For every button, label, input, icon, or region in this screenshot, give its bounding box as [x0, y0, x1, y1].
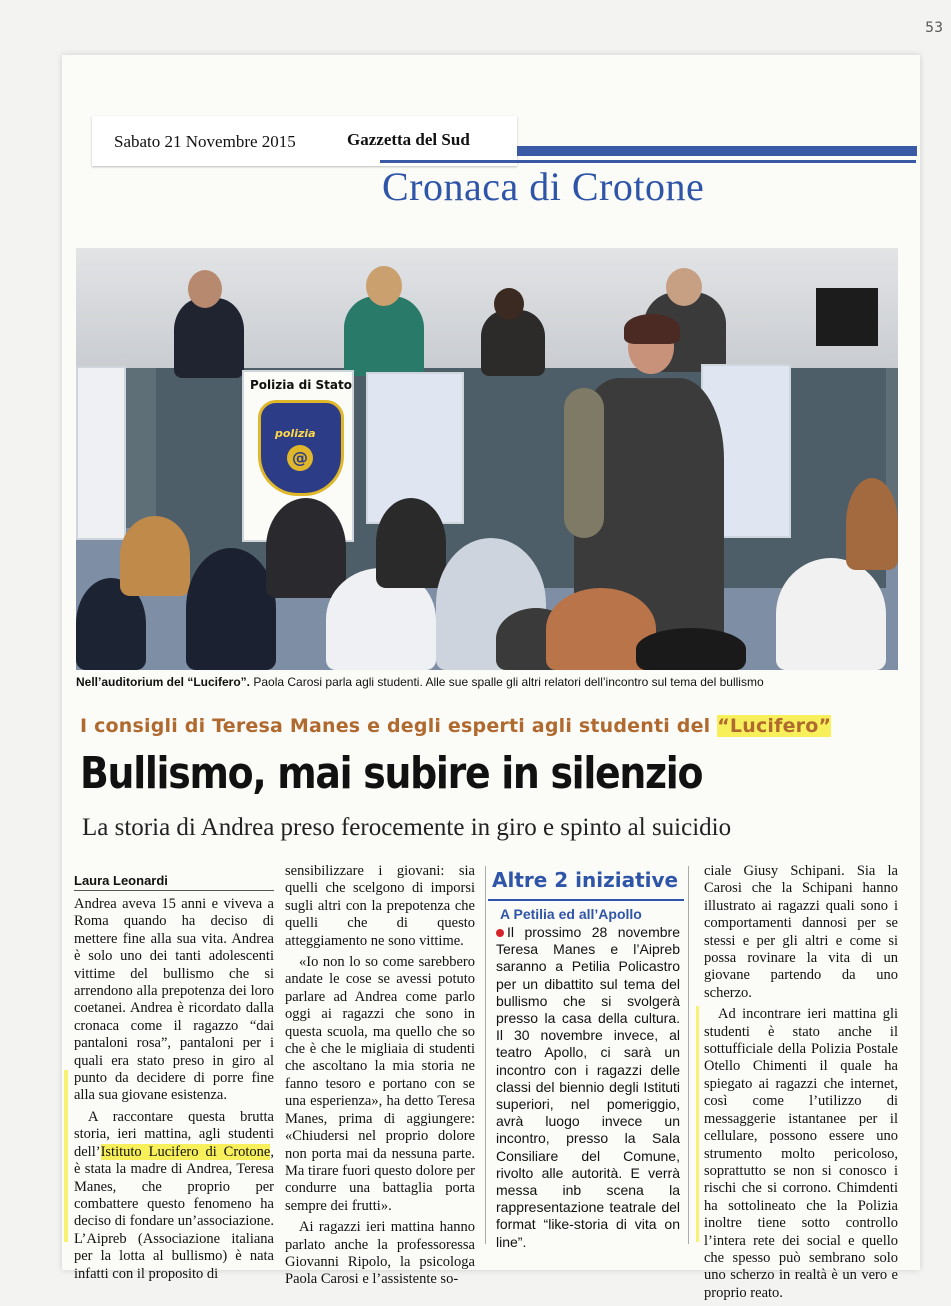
sidebar-subtitle: A Petilia ed all’Apollo — [500, 906, 642, 922]
newspaper-name: Gazzetta del Sud — [347, 130, 470, 149]
page-number-mark: 53 — [925, 20, 943, 36]
paragraph: sensibilizzare i giovani: sia quelli che scelgono di imporsi sugli altri con la prepotenza che quelli che di questo atteggiamento ne sono vittime. — [285, 863, 475, 949]
kicker-highlight: “Lucifero” — [717, 715, 832, 737]
paragraph: Ad incontrare ieri mattina gli studenti è stato anche il sottufficiale della Polizia Postale Otello Chimenti il quale ha spiegato ai ragazzi che internet, così come l’utilizzo di messaggerie istantanee per il cellulare, possono essere uno strumento molto pericoloso, soprattutto se non si conosco i rischi che si corrono. Chimdenti ha sottolineato che la Polizia inoltre tiene sotto controllo l’intera rete dei social e quello che spesso può sembrano solo uno scherzo in realtà è un vero e proprio reato. — [704, 1006, 898, 1301]
article-column-1 — [74, 896, 274, 1287]
article-column-4 — [704, 863, 898, 1306]
sidebar-text-block — [496, 924, 680, 1255]
polizia-badge-icon: polizia @ — [258, 400, 344, 496]
paragraph: Il prossimo 28 novembre Teresa Manes e l’Aipreb saranno a Petilia Policastro per un dibattito sul tema del bullismo che si svolgerà presso la casa della cultura. Il 30 novembre invece, al teatro Apollo, ci sarà un incontro con i ragazzi delle classi del biennio degli Istituti superiori, nel pomeriggio, avrà luogo invece un incontro, presso la Sala Consiliare del Comune, rivolto alle autorità. E verrà messa inb scena la rappresentazione teatrale del format “like-storia di vita on line”. — [496, 924, 680, 1250]
section-rule-thick — [517, 146, 917, 156]
paragraph: «Io non lo so come sarebbero andate le cose se avessi potuto parlare ad Andrea come parlo oggi ai ragazzi che sono in questa scuola, ma quello che so che è che le migliaia di studenti che ascoltano la mia storia ne fanno tesoro e portano con se una esperienza», ha detto Teresa Manes, prima di aggiungere: «Chiudersi nel proprio dolore non porta mai da nessuna parte. Ma tirare fuori questo dolore per condurre una battaglia porta sempre dei frutti». — [285, 954, 475, 1214]
banner-label: Polizia di Stato — [250, 378, 352, 392]
bullet-icon — [496, 929, 504, 937]
byline: Laura Leonardi — [74, 873, 168, 888]
sidebar-rule — [488, 899, 684, 901]
publication-date: Sabato 21 Novembre 2015 — [114, 132, 296, 151]
photo-caption — [76, 674, 898, 690]
byline-rule — [74, 890, 274, 891]
paragraph: A raccontare questa brutta storia, ieri mattina, agli studenti dell’Istituto Lucifero di Crotone, è stata la madre di Andrea, Teresa Manes, che proprio per combattere questo fenomeno ha deciso di fondare un’associazione. L’Aipreb (Associazione italiana per la lotta al bullismo) è nata infatti con il proposito di — [74, 1108, 274, 1282]
margin-highlight — [64, 1070, 68, 1242]
dateline-label — [92, 116, 517, 166]
caption-text: Paola Carosi parla agli studenti. Alle sue spalle gli altri relatori dell’incontro sul tema del bullismo — [250, 675, 764, 689]
highlighted-school-name: Istituto Lucifero di Crotone — [100, 1143, 271, 1160]
section-title: Cronaca di Crotone — [382, 164, 705, 209]
margin-highlight — [696, 1006, 699, 1242]
caption-lead: Nell’auditorium del “Lucifero”. — [76, 675, 251, 689]
paragraph: ciale Giusy Schipani. Sia la Carosi che la Schipani hanno illustrato ai ragazzi quali sono i comportamenti dannosi per se stessi e per gli altri e come si possa rovinare la vita di un giovane partendo da uno scherzo. — [704, 863, 898, 1001]
article-photo — [76, 248, 898, 670]
sidebar-title: Altre 2 iniziative — [492, 868, 679, 892]
article-headline: Bullismo, mai subire in silenzio — [80, 748, 703, 799]
paragraph: Andrea aveva 15 anni e viveva a Roma quando ha deciso di mettere fine alla sua vita. Andrea è solo uno dei tanti adolescenti vittime del bullismo che si arrendono alla prepotenza dei loro coetanei. Andrea è ricordato dalla cronaca come il ragazzo “dai pantaloni rosa”, pantaloni per i quali era stato preso in giro al punto da decidere di porre fine alla sua giovane esistenza. — [74, 896, 274, 1104]
paragraph: Ai ragazzi ieri mattina hanno parlato anche la professoressa Giovanni Ripolo, la psicologa Paola Carosi e l’assistente so- — [285, 1219, 475, 1288]
article-subhead: La storia di Andrea preso ferocemente in giro e spinto al suicidio — [82, 814, 732, 841]
article-kicker: I consigli di Teresa Manes e degli esperti agli studenti del “Lucifero” — [80, 715, 832, 737]
article-column-2 — [285, 863, 475, 1293]
laptop-icon — [816, 288, 878, 346]
